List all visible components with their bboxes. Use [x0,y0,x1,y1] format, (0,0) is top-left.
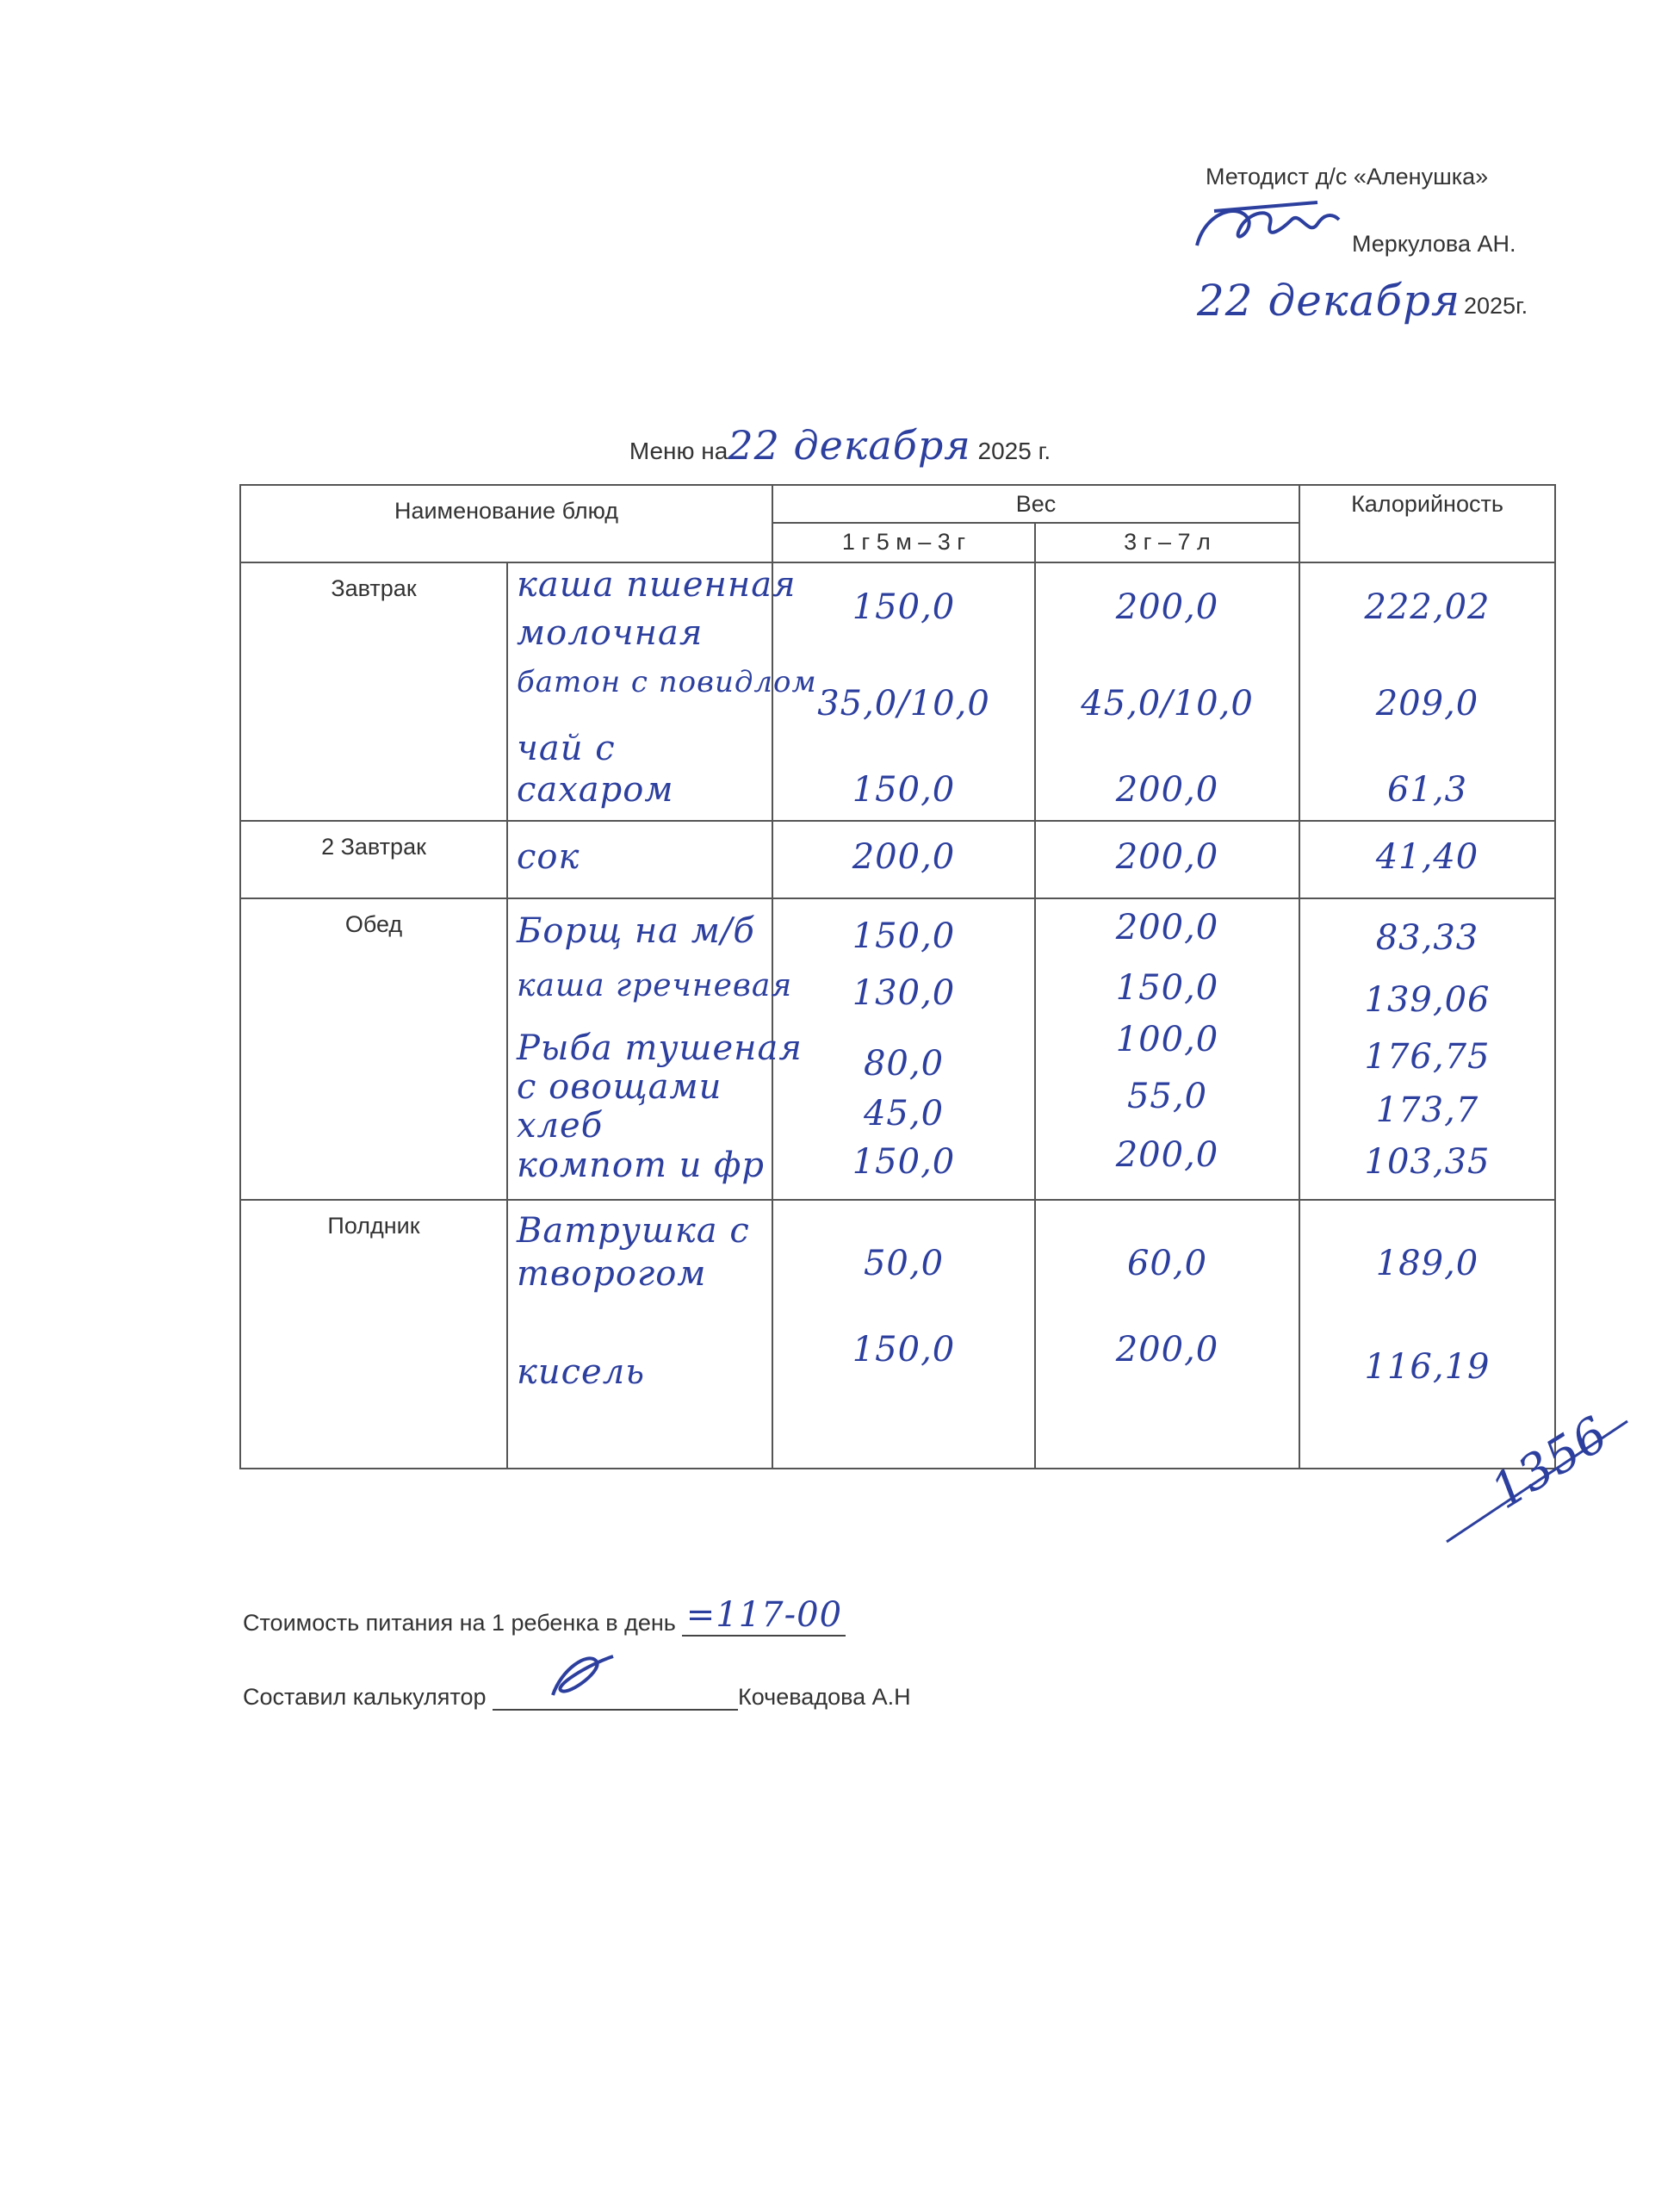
weight-2-cell [1035,1200,1299,1469]
weight-1-cell [772,562,1035,821]
dish-entry: Борщ на м/б [517,911,755,951]
menu-table [239,484,1556,1469]
dish-entry: сок [517,837,580,877]
meal-row-lunch [240,898,1555,1200]
dish-entry: каша пшенная [517,565,797,605]
weight-entry: 150,0 [852,1142,956,1182]
calories-entry: 41,40 [1375,837,1479,877]
calories-entry: 83,33 [1375,918,1479,958]
weight-entry: 200,0 [1115,587,1219,627]
header-calories: Калорийность [1299,485,1555,562]
calories-entry: 222,02 [1364,587,1491,627]
weight-2-cell [1035,562,1299,821]
weight-entry: 45,0 [863,1094,945,1134]
weight-entry: 200,0 [1115,770,1219,810]
menu-title-date: 22 декабря [728,422,971,469]
weight-entry: 55,0 [1126,1077,1208,1116]
weight-1-cell [772,1200,1035,1469]
cost-line [243,1595,846,1637]
calories-entry: 209,0 [1375,684,1479,724]
meal-row-second-breakfast [240,821,1555,898]
cost-label: Стоимость питания на 1 ребенка в день [243,1610,676,1636]
weight-entry: 60,0 [1126,1244,1208,1283]
dish-entry: Рыба тушеная [517,1028,803,1068]
header-age-2: 3 г – 7 л [1035,523,1299,562]
approval-date-handwritten: 22 декабря [1197,276,1461,326]
meal-row-afternoon-snack [240,1200,1555,1469]
weight-entry: 200,0 [1115,837,1219,877]
weight-entry: 150,0 [852,587,956,627]
weight-entry: 50,0 [863,1244,945,1283]
dish-cell [507,562,817,821]
weight-entry: 100,0 [1115,1020,1219,1059]
approval-year: 2025г. [1464,293,1528,319]
calories-entry: 139,06 [1364,980,1491,1020]
weight-entry: 200,0 [1115,908,1219,947]
weight-entry: 200,0 [852,837,956,877]
dish-cell [507,1200,772,1469]
weight-entry: 35,0/10,0 [817,684,990,724]
weight-entry: 150,0 [852,916,956,956]
weight-entry: 200,0 [1115,1330,1219,1370]
compiler-name: Кочевадова А.Н [738,1684,911,1710]
dish-cell [507,898,803,1200]
calories-cell [1299,821,1555,898]
dish-entry: компот и фр [517,1146,766,1185]
weight-entry: 130,0 [852,973,956,1013]
calories-entry: 189,0 [1375,1244,1479,1283]
header-age-1: 1 г 5 м – 3 г [772,523,1035,562]
weight-1-cell [772,821,1035,898]
weight-entry: 150,0 [1115,968,1219,1008]
weight-2-cell [1035,898,1299,1200]
menu-title-prefix: Меню на [629,438,728,464]
meal-name: Обед [240,898,507,1200]
compiler-line [243,1664,911,1711]
meal-name: 2 Завтрак [240,821,507,898]
dish-entry: батон с повидлом [517,665,817,699]
weight-1-cell [772,898,1035,1200]
menu-title [0,422,1680,469]
dish-entry: хлеб [517,1106,604,1146]
calories-entry: 116,19 [1364,1347,1491,1387]
calories-entry: 176,75 [1364,1037,1491,1077]
calories-cell [1299,562,1555,821]
calories-cell [1299,898,1555,1200]
dish-entry: сахаром [517,770,674,810]
calories-entry: 103,35 [1364,1142,1491,1182]
header-dish: Наименование блюд [240,485,772,562]
meal-name: Полдник [240,1200,507,1469]
menu-title-suffix: 2025 г. [977,438,1051,464]
total-calories-value: 1356 [1481,1406,1619,1520]
weight-entry: 150,0 [852,1330,956,1370]
weight-entry: 80,0 [863,1044,945,1084]
approver-signature [1188,194,1343,263]
dish-entry: кисель [517,1352,645,1392]
dish-entry: с овощами [517,1067,722,1107]
dish-entry: чай с [517,729,616,768]
compiler-label: Составил калькулятор [243,1684,487,1710]
compiler-signature-field [493,1664,738,1711]
header-weight: Вес [772,485,1299,523]
calories-entry: 173,7 [1375,1090,1479,1130]
calories-entry: 61,3 [1386,770,1468,810]
approver-position: Методист д/с «Аленушка» [1206,164,1489,189]
dish-entry: каша гречневая [517,968,793,1003]
approver-name: Меркулова АН. [1352,231,1516,257]
meal-row-breakfast [240,562,1555,821]
weight-entry: 200,0 [1115,1135,1219,1175]
dish-entry: молочная [517,613,704,653]
weight-entry: 150,0 [852,770,956,810]
dish-entry: Ватрушка с [517,1211,750,1251]
meal-name: Завтрак [240,562,507,821]
weight-2-cell [1035,821,1299,898]
cost-value: =117-00 [682,1595,846,1637]
compiler-signature [536,1652,639,1704]
dish-cell [507,821,772,898]
weight-entry: 45,0/10,0 [1081,684,1254,724]
dish-entry: творогом [517,1254,707,1294]
